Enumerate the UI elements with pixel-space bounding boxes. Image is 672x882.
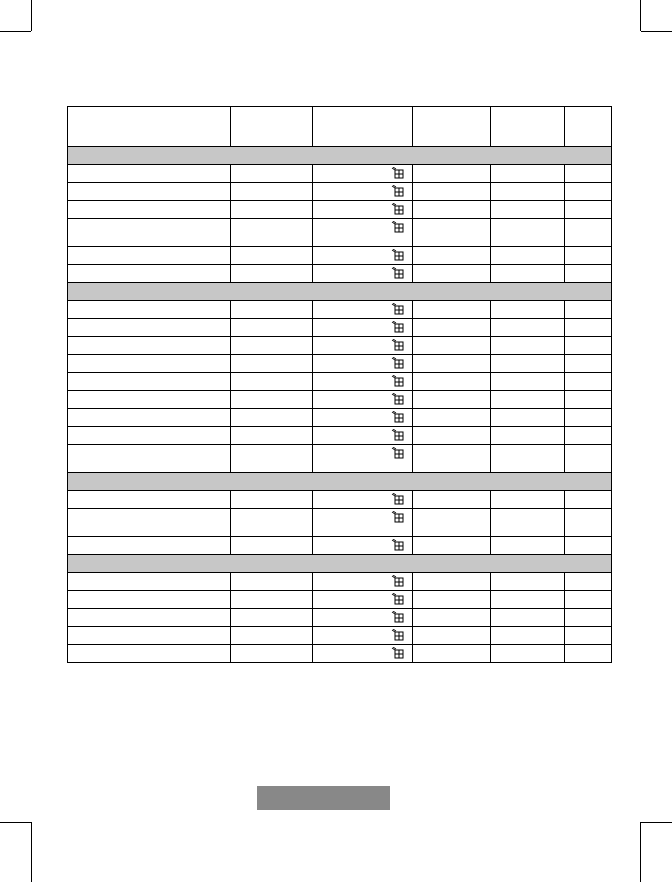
table-cell bbox=[491, 301, 565, 319]
table-row bbox=[68, 201, 612, 219]
table-cell bbox=[565, 591, 612, 609]
table-cell bbox=[231, 609, 313, 627]
table-cell bbox=[565, 491, 612, 509]
table-cell bbox=[491, 445, 565, 473]
drum-box-icon bbox=[391, 357, 404, 369]
table-cell bbox=[68, 219, 231, 247]
table-cell bbox=[491, 427, 565, 445]
table-cell bbox=[231, 201, 313, 219]
table-cell bbox=[565, 337, 612, 355]
table-cell bbox=[413, 265, 491, 283]
table-cell bbox=[68, 337, 231, 355]
table-cell bbox=[68, 491, 231, 509]
table-cell bbox=[68, 509, 231, 537]
table-cell bbox=[565, 609, 612, 627]
table-cell bbox=[491, 627, 565, 645]
table-cell bbox=[565, 247, 612, 265]
section-header-cell bbox=[68, 473, 612, 491]
table-cell bbox=[491, 165, 565, 183]
table-cell bbox=[491, 645, 565, 663]
table-cell bbox=[413, 319, 491, 337]
table-cell bbox=[565, 445, 612, 473]
table-cell bbox=[231, 509, 313, 537]
table-cell bbox=[413, 609, 491, 627]
spec-table bbox=[67, 106, 612, 663]
section-header-row bbox=[68, 473, 612, 491]
footer-bar bbox=[257, 786, 390, 810]
table-cell bbox=[313, 509, 413, 537]
drum-box-icon bbox=[391, 321, 404, 333]
header-cell bbox=[313, 107, 413, 147]
header-cell bbox=[68, 107, 231, 147]
table-cell bbox=[491, 265, 565, 283]
table-cell bbox=[313, 219, 413, 247]
table-cell bbox=[565, 319, 612, 337]
drum-box-icon bbox=[391, 429, 404, 441]
table-cell bbox=[413, 165, 491, 183]
table-cell bbox=[313, 591, 413, 609]
table-cell bbox=[491, 201, 565, 219]
table-cell bbox=[68, 301, 231, 319]
table-header-row bbox=[68, 107, 612, 147]
drum-box-icon bbox=[391, 167, 404, 179]
table-cell bbox=[565, 645, 612, 663]
table-cell bbox=[413, 445, 491, 473]
table-cell bbox=[313, 627, 413, 645]
table-cell bbox=[313, 247, 413, 265]
drum-box-icon bbox=[391, 185, 404, 197]
header-cell bbox=[491, 107, 565, 147]
table-cell bbox=[68, 627, 231, 645]
table-cell bbox=[413, 427, 491, 445]
table-cell bbox=[565, 537, 612, 555]
table-cell bbox=[68, 391, 231, 409]
drum-box-icon bbox=[391, 593, 404, 605]
header-cell bbox=[565, 107, 612, 147]
table-cell bbox=[413, 247, 491, 265]
table-cell bbox=[313, 319, 413, 337]
table-cell bbox=[231, 627, 313, 645]
table-cell bbox=[491, 409, 565, 427]
crop-mark-bottom-right-v bbox=[640, 822, 641, 882]
table-row bbox=[68, 183, 612, 201]
drum-box-icon bbox=[391, 393, 404, 405]
drum-box-icon bbox=[391, 447, 404, 459]
drum-box-icon bbox=[391, 375, 404, 387]
drum-box-icon bbox=[391, 611, 404, 623]
table-row bbox=[68, 427, 612, 445]
drum-box-icon bbox=[391, 221, 404, 233]
table-cell bbox=[491, 373, 565, 391]
table-cell bbox=[491, 319, 565, 337]
table-cell bbox=[231, 445, 313, 473]
table-cell bbox=[313, 427, 413, 445]
table-row bbox=[68, 265, 612, 283]
table-cell bbox=[313, 445, 413, 473]
table-cell bbox=[565, 165, 612, 183]
table-cell bbox=[413, 337, 491, 355]
table-cell bbox=[413, 409, 491, 427]
table-cell bbox=[68, 609, 231, 627]
table-row bbox=[68, 509, 612, 537]
table-row bbox=[68, 645, 612, 663]
table-cell bbox=[231, 247, 313, 265]
crop-mark-bottom-left-h bbox=[0, 822, 31, 823]
crop-mark-top-right-v bbox=[640, 0, 641, 31]
table-cell bbox=[565, 391, 612, 409]
table-cell bbox=[565, 427, 612, 445]
crop-mark-bottom-right-h bbox=[641, 822, 672, 823]
table-cell bbox=[491, 609, 565, 627]
table-cell bbox=[68, 265, 231, 283]
table-cell bbox=[313, 537, 413, 555]
table-cell bbox=[68, 355, 231, 373]
table-cell bbox=[313, 491, 413, 509]
table-cell bbox=[313, 391, 413, 409]
table-cell bbox=[413, 391, 491, 409]
table-row bbox=[68, 219, 612, 247]
table-cell bbox=[491, 537, 565, 555]
crop-mark-top-right-h bbox=[641, 31, 672, 32]
table-cell bbox=[413, 645, 491, 663]
table-cell bbox=[68, 183, 231, 201]
table-cell bbox=[413, 219, 491, 247]
table-cell bbox=[565, 201, 612, 219]
table-row bbox=[68, 337, 612, 355]
crop-mark-top-left-v bbox=[31, 0, 32, 31]
table-cell bbox=[491, 355, 565, 373]
table-cell bbox=[68, 319, 231, 337]
table-cell bbox=[313, 201, 413, 219]
header-cell bbox=[413, 107, 491, 147]
table-row bbox=[68, 609, 612, 627]
drum-box-icon bbox=[391, 647, 404, 659]
table-cell bbox=[565, 627, 612, 645]
table-cell bbox=[491, 491, 565, 509]
table-cell bbox=[491, 247, 565, 265]
section-header-row bbox=[68, 555, 612, 573]
table-cell bbox=[231, 319, 313, 337]
table-cell bbox=[313, 645, 413, 663]
table-cell bbox=[491, 591, 565, 609]
table-cell bbox=[565, 409, 612, 427]
table-cell bbox=[413, 201, 491, 219]
table-cell bbox=[565, 219, 612, 247]
table-cell bbox=[313, 165, 413, 183]
table-row bbox=[68, 391, 612, 409]
table-cell bbox=[231, 645, 313, 663]
table-row bbox=[68, 247, 612, 265]
table-cell bbox=[313, 337, 413, 355]
table-cell bbox=[565, 265, 612, 283]
table-cell bbox=[565, 373, 612, 391]
table-cell bbox=[565, 573, 612, 591]
table-cell bbox=[231, 573, 313, 591]
table-cell bbox=[231, 409, 313, 427]
table-row bbox=[68, 445, 612, 473]
table-cell bbox=[231, 219, 313, 247]
table-cell bbox=[68, 537, 231, 555]
table-cell bbox=[313, 301, 413, 319]
table-cell bbox=[313, 355, 413, 373]
drum-box-icon bbox=[391, 249, 404, 261]
table-cell bbox=[413, 301, 491, 319]
table-cell bbox=[491, 183, 565, 201]
drum-box-icon bbox=[391, 539, 404, 551]
table-cell bbox=[313, 373, 413, 391]
table-cell bbox=[231, 391, 313, 409]
table-cell bbox=[413, 627, 491, 645]
table-row bbox=[68, 627, 612, 645]
table-cell bbox=[231, 591, 313, 609]
table-cell bbox=[565, 183, 612, 201]
table-row bbox=[68, 573, 612, 591]
drum-box-icon bbox=[391, 303, 404, 315]
table-cell bbox=[413, 591, 491, 609]
table-row bbox=[68, 591, 612, 609]
table-cell bbox=[231, 183, 313, 201]
table-cell bbox=[68, 591, 231, 609]
table-row bbox=[68, 491, 612, 509]
table-cell bbox=[413, 509, 491, 537]
drum-box-icon bbox=[391, 267, 404, 279]
header-cell bbox=[231, 107, 313, 147]
drum-box-icon bbox=[391, 493, 404, 505]
table-cell bbox=[313, 265, 413, 283]
table-cell bbox=[491, 509, 565, 537]
table-cell bbox=[565, 509, 612, 537]
table-cell bbox=[68, 201, 231, 219]
table-cell bbox=[413, 491, 491, 509]
table-cell bbox=[231, 537, 313, 555]
table-cell bbox=[413, 355, 491, 373]
section-header-cell bbox=[68, 555, 612, 573]
drum-box-icon bbox=[391, 575, 404, 587]
table-cell bbox=[565, 355, 612, 373]
drum-box-icon bbox=[391, 203, 404, 215]
table-cell bbox=[313, 183, 413, 201]
table-cell bbox=[491, 337, 565, 355]
table-cell bbox=[68, 445, 231, 473]
table-cell bbox=[231, 355, 313, 373]
table-row bbox=[68, 165, 612, 183]
table-cell bbox=[68, 409, 231, 427]
table-cell bbox=[231, 265, 313, 283]
table-cell bbox=[413, 183, 491, 201]
table-cell bbox=[413, 573, 491, 591]
table-cell bbox=[231, 301, 313, 319]
table-cell bbox=[313, 409, 413, 427]
table-cell bbox=[313, 609, 413, 627]
table-cell bbox=[68, 373, 231, 391]
table-cell bbox=[565, 301, 612, 319]
drum-box-icon bbox=[391, 629, 404, 641]
table-cell bbox=[313, 573, 413, 591]
crop-mark-top-left-h bbox=[0, 31, 31, 32]
table-cell bbox=[68, 247, 231, 265]
table-cell bbox=[491, 391, 565, 409]
section-header-row bbox=[68, 283, 612, 301]
table-cell bbox=[231, 491, 313, 509]
table-cell bbox=[68, 573, 231, 591]
table-row bbox=[68, 409, 612, 427]
table-row bbox=[68, 319, 612, 337]
table-cell bbox=[68, 427, 231, 445]
table-cell bbox=[231, 373, 313, 391]
drum-box-icon bbox=[391, 511, 404, 523]
table-cell bbox=[68, 645, 231, 663]
table-row bbox=[68, 355, 612, 373]
table-row bbox=[68, 301, 612, 319]
section-header-row bbox=[68, 147, 612, 165]
table-cell bbox=[413, 537, 491, 555]
crop-mark-bottom-left-v bbox=[31, 822, 32, 882]
table-cell bbox=[491, 573, 565, 591]
drum-box-icon bbox=[391, 339, 404, 351]
table-cell bbox=[231, 165, 313, 183]
table-cell bbox=[491, 219, 565, 247]
table-cell bbox=[231, 427, 313, 445]
section-header-cell bbox=[68, 283, 612, 301]
table-cell bbox=[231, 337, 313, 355]
drum-box-icon bbox=[391, 411, 404, 423]
section-header-cell bbox=[68, 147, 612, 165]
table-cell bbox=[413, 373, 491, 391]
table-cell bbox=[68, 165, 231, 183]
table-row bbox=[68, 373, 612, 391]
table-row bbox=[68, 537, 612, 555]
